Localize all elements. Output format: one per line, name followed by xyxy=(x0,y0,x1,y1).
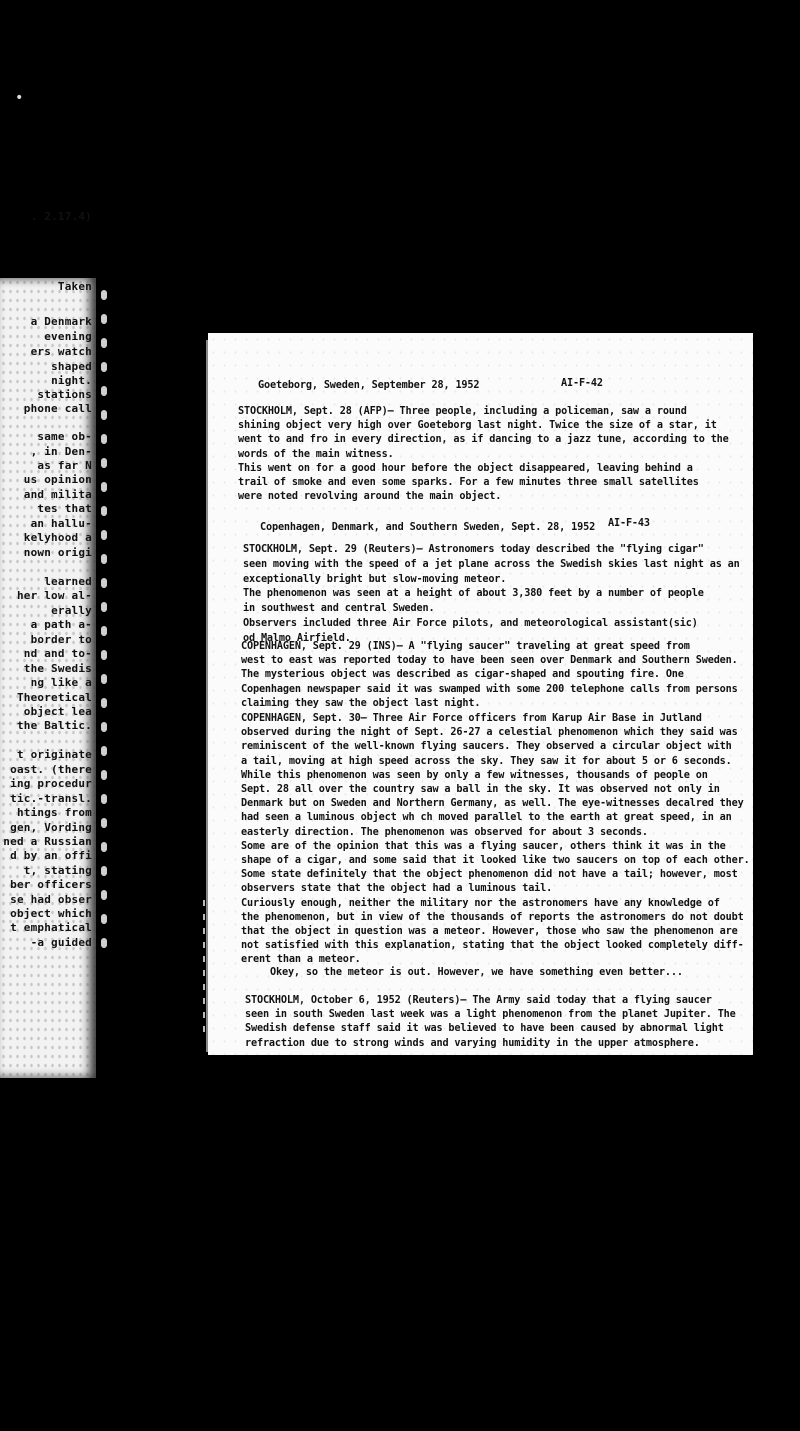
report-2-line: STOCKHOLM, Sept. 29 (Reuters)— Astronomers today described the "flying cigar" xyxy=(243,544,704,555)
sprocket-hole xyxy=(101,914,107,924)
margin-mark xyxy=(203,998,205,1004)
sprocket-hole xyxy=(101,602,107,612)
report-1-line: STOCKHOLM, Sept. 28 (AFP)— Three people, including a policeman, saw a round xyxy=(238,406,687,417)
report-4-line: that the object in question was a meteor. However, those who saw the phenomenon are xyxy=(241,926,738,937)
left-page-line: object which xyxy=(10,907,92,920)
report-2-line: Observers included three Air Force pilots, and meteorological assistant(sic) xyxy=(243,618,698,629)
left-page-line: tes that xyxy=(37,502,92,515)
report-4-line: Sept. 28 all over the country saw a ball in the sky. It was observed not only in xyxy=(241,784,720,795)
report-4-line: observed during the night of Sept. 26-27 a celestial phenomenon which they said was xyxy=(241,727,738,739)
file-number-1: AI-F-42 xyxy=(561,378,603,389)
left-page-line: learned xyxy=(44,575,92,588)
left-page-line: t, stating xyxy=(23,864,92,877)
left-page-line: her low al- xyxy=(16,589,92,602)
sprocket-hole xyxy=(101,434,107,444)
left-page-line: Taken xyxy=(57,280,92,293)
left-page-line: kelyhood a xyxy=(23,531,92,544)
left-page-line: d by an offi xyxy=(10,849,92,862)
file-number-2: AI-F-43 xyxy=(608,518,650,529)
left-page-line: phone call xyxy=(23,402,92,415)
left-page-line: t originate xyxy=(16,748,92,761)
left-page-line: , in Den- xyxy=(30,445,92,458)
margin-mark xyxy=(203,942,205,948)
sprocket-hole xyxy=(101,890,107,900)
left-page-line: a Denmark xyxy=(30,315,92,328)
margin-mark xyxy=(203,1012,205,1018)
left-page-line: as far N xyxy=(37,459,92,472)
left-page-line: ers watch xyxy=(30,345,92,358)
report-5-line: Swedish defense staff said it was believed to have been caused by abnormal light xyxy=(245,1023,724,1035)
report-4-line: Some state definitely that the object phenomenon did not have a tail; however, most xyxy=(241,869,738,881)
sprocket-hole xyxy=(101,770,107,780)
report-4-line: reminiscent of the well-known flying saucers. They observed a circular object with xyxy=(241,741,732,753)
sprocket-hole xyxy=(101,938,107,948)
left-page-line: the Baltic. xyxy=(16,719,92,732)
sprocket-hole xyxy=(101,458,107,468)
sprocket-hole xyxy=(101,362,107,372)
left-page-line: gen, Vording xyxy=(10,821,92,834)
left-page-line: tic.-transl. xyxy=(10,792,92,805)
sprocket-hole xyxy=(101,722,107,732)
report-3-line: COPENHAGEN, Sept. 29 (INS)— A "flying saucer" traveling at great speed from xyxy=(241,641,690,652)
left-page-line: evening xyxy=(44,330,92,343)
dateline-2: Copenhagen, Denmark, and Southern Sweden, Sept. 28, 1952 xyxy=(260,522,596,533)
left-page-line: an hallu- xyxy=(30,517,92,530)
dateline-1: Goeteborg, Sweden, September 28, 1952 xyxy=(258,380,480,391)
left-page-line: Theoretical xyxy=(16,691,92,704)
sprocket-hole xyxy=(101,674,107,684)
left-page-line: object lea xyxy=(23,705,92,718)
report-4-line: Some are of the opinion that this was a flying saucer, others think it was in the xyxy=(241,840,726,852)
margin-mark xyxy=(203,928,205,934)
report-1-line: went to and fro in every direction, as if dancing to a jazz tune, according to the xyxy=(238,434,729,446)
left-page-line: a path a- xyxy=(30,618,92,631)
left-page-line: night. xyxy=(51,374,92,387)
film-mark: • xyxy=(15,90,24,106)
margin-mark xyxy=(203,984,205,990)
report-1-line: This went on for a good hour before the object disappeared, leaving behind a xyxy=(238,462,693,474)
left-page-line: -a guided xyxy=(30,936,92,949)
left-page-line: . 2.17.4) xyxy=(30,210,92,223)
report-4-line: a tail, moving at high speed across the sky. They saw it for about 5 or 6 seconds. xyxy=(241,755,732,767)
report-4-line: observers state that the object had a luminous tail. xyxy=(241,883,553,895)
report-5-line: seen in south Sweden last week was a light phenomenon from the planet Jupiter. The xyxy=(245,1009,736,1021)
sprocket-hole xyxy=(101,554,107,564)
left-page-line: ing procedur xyxy=(10,777,92,790)
left-page-line: the Swedis xyxy=(23,662,92,675)
report-4-line: Curiously enough, neither the military nor the astronomers have any knowledge of xyxy=(241,897,720,909)
sprocket-hole xyxy=(101,578,107,588)
left-page-line: htings from xyxy=(16,806,92,819)
report-1-line: words of the main witness. xyxy=(238,448,394,460)
sprocket-hole xyxy=(101,698,107,708)
sprocket-hole xyxy=(101,794,107,804)
report-5-line: refraction due to strong winds and varying humidity in the upper atmosphere. xyxy=(245,1037,700,1049)
report-2-line: in southwest and central Sweden. xyxy=(243,603,435,615)
margin-mark xyxy=(203,1026,205,1032)
report-3-line: west to east was reported today to have been seen over Denmark and Southern Sweden. xyxy=(241,655,738,667)
sprocket-hole xyxy=(101,530,107,540)
adjacent-page-fragment xyxy=(0,210,96,1078)
sprocket-hole xyxy=(101,866,107,876)
left-page-line: and milita xyxy=(23,488,92,501)
left-page-line: us opinion xyxy=(23,473,92,486)
left-page-line: nown origi xyxy=(23,546,92,559)
left-page-line: ber officers xyxy=(10,878,92,891)
sprocket-hole xyxy=(101,842,107,852)
left-page-line: t emphatical xyxy=(10,921,92,934)
report-4-line: not satisfied with this explanation, stating that the object looked completely diff- xyxy=(241,940,744,952)
sprocket-hole xyxy=(101,746,107,756)
report-3-line: claiming they saw the object last night. xyxy=(241,697,481,709)
margin-marks xyxy=(203,900,209,1050)
left-page-line: stations xyxy=(37,388,92,401)
report-1-line: trail of smoke and even some sparks. For a few minutes three small satellites xyxy=(238,477,699,488)
report-2-line: exceptionally bright but slow-moving meteor. xyxy=(243,573,507,585)
report-4-line: Denmark but on Sweden and Northern Germany, as well. The eye-witnesses decalred they xyxy=(241,798,744,810)
report-4-line: COPENHAGEN, Sept. 30— Three Air Force officers from Karup Air Base in Jutland xyxy=(241,713,702,724)
left-page-line: erally xyxy=(51,604,92,617)
left-page-line: se had obser xyxy=(10,893,92,906)
report-4-line: the phenomenon, but in view of the thousands of reports the astronomers do not doubt xyxy=(241,911,744,923)
report-3-line: The mysterious object was described as cigar-shaped and spouting fire. One xyxy=(241,669,684,681)
report-2-line: The phenomenon was seen at a height of about 3,380 feet by a number of people xyxy=(243,588,704,600)
sprocket-hole xyxy=(101,338,107,348)
sprocket-hole xyxy=(101,482,107,492)
margin-mark xyxy=(203,914,205,920)
report-5-line: STOCKHOLM, October 6, 1952 (Reuters)— The Army said today that a flying saucer xyxy=(245,995,712,1006)
margin-mark xyxy=(203,900,205,906)
left-page-line: shaped xyxy=(51,360,92,373)
report-3-line: Copenhagen newspaper said it was swamped with some 200 telephone calls from persons xyxy=(241,683,738,695)
margin-mark xyxy=(203,956,205,962)
report-1-line: were noted revolving around the main object. xyxy=(238,491,502,503)
left-page-line: oast. (there xyxy=(10,763,92,776)
sprocket-hole xyxy=(101,314,107,324)
left-page-line: same ob- xyxy=(37,430,92,443)
sprocket-hole xyxy=(101,626,107,636)
left-page-line: border to xyxy=(30,633,92,646)
margin-mark xyxy=(203,970,205,976)
left-page-line: ned a Russian xyxy=(3,835,92,848)
report-4-line: had seen a luminous object wh ch moved parallel to the earth at great speed, in an xyxy=(241,812,732,824)
report-2-line: seen moving with the speed of a jet plane across the Swedish skies last night as an xyxy=(243,558,740,570)
report-2-line: od Malmo Airfield. xyxy=(243,632,351,644)
sprocket-hole xyxy=(101,506,107,516)
sprocket-hole xyxy=(101,290,107,300)
report-4-line: erent than a meteor. xyxy=(241,954,361,966)
left-page-line: nd and to- xyxy=(23,647,92,660)
film-sprocket-holes xyxy=(98,290,112,962)
left-page-line: ng like a xyxy=(30,676,92,689)
report-1-line: shining object very high over Goeteborg last night. Twice the size of a star, it xyxy=(238,420,717,432)
sprocket-hole xyxy=(101,410,107,420)
sprocket-hole xyxy=(101,818,107,828)
report-4-line: shape of a cigar, and some said that it looked like two saucers on top of each other. xyxy=(241,855,750,866)
document-page xyxy=(208,333,753,1055)
report-4-line: While this phenomenon was seen by only a few witnesses, thousands of people on xyxy=(241,769,708,781)
sprocket-hole xyxy=(101,650,107,660)
sprocket-hole xyxy=(101,386,107,396)
report-4-line: easterly direction. The phenomenon was observed for about 3 seconds. xyxy=(241,826,648,838)
editorial-comment: Okey, so the meteor is out. However, we have something even better... xyxy=(270,967,683,978)
